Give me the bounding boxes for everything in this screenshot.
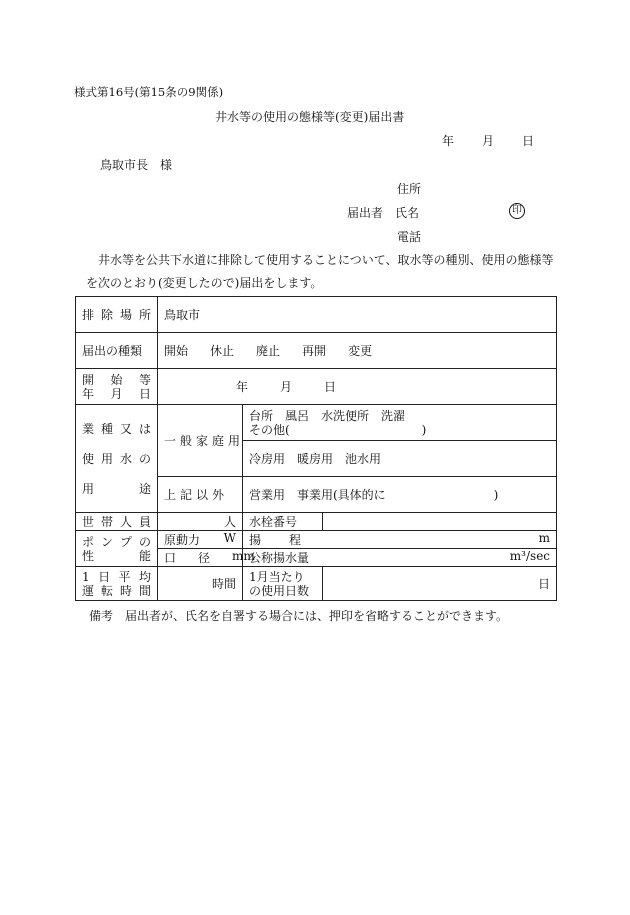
daily-hours-label-line1: 1 日 平 均	[82, 569, 151, 584]
motive-power-field[interactable]	[158, 531, 243, 549]
table-row	[76, 531, 557, 549]
daily-hours-label	[76, 567, 158, 601]
diameter-label: 口径	[164, 551, 233, 565]
usage-label	[76, 405, 158, 513]
usage-label-line3: 用 途	[82, 481, 151, 496]
remarks-note: 備考 届出者が、氏名を自署する場合には、押印を省略することができます。	[89, 609, 509, 623]
table-row	[76, 297, 557, 333]
motive-power-unit: W	[223, 531, 236, 545]
daily-hours-label-line2: 運 転 時 間	[82, 583, 151, 598]
hydrant-number-value[interactable]	[323, 513, 557, 531]
start-date-label	[76, 369, 158, 405]
rated-flow-field[interactable]	[243, 549, 557, 567]
start-date-label-line2: 年 月 日	[82, 386, 151, 401]
submission-date	[442, 132, 534, 149]
rated-flow-unit: m³/sec	[509, 549, 551, 563]
diameter-field[interactable]	[158, 549, 255, 567]
year-label: 年	[442, 134, 455, 148]
notice-type-options[interactable]	[158, 333, 557, 369]
other-use-label: 上記以外	[158, 477, 243, 513]
start-date-value[interactable]	[158, 369, 557, 405]
rated-flow-label: 公称揚水量	[249, 551, 310, 565]
lift-unit: m	[538, 531, 551, 545]
monthly-days-label-line2: の使用日数	[249, 583, 310, 598]
household-use-cooling[interactable]: 冷房用 暖房用 池水用	[243, 441, 557, 477]
option-suspend[interactable]: 休止	[210, 344, 235, 358]
monthly-days-label-line1: 1月当たり	[249, 569, 305, 584]
notice-type-label: 届出の種類	[76, 333, 158, 369]
household-use-line1: 台所 風呂 水洗便所 洗濯	[249, 408, 406, 423]
table-row	[76, 405, 557, 441]
body-text-line1: 井水等を公共下水道に排除して使用することについて、取水等の種別、使用の態様等	[98, 253, 554, 267]
table-row	[76, 369, 557, 405]
usage-label-line1: 業 種 又 は	[82, 421, 151, 436]
household-count-value[interactable]: 人	[158, 513, 243, 531]
start-year-label: 年	[236, 380, 249, 394]
start-month-label: 月	[280, 380, 293, 394]
pump-label-line2: 性 能	[82, 548, 151, 563]
discharge-place-value[interactable]: 鳥取市	[158, 297, 557, 333]
table-row	[76, 513, 557, 531]
lift-label: 揚程	[249, 533, 330, 547]
body-text-line2: を次のとおり(変更したので)届出をします。	[86, 276, 323, 290]
table-row	[76, 333, 557, 369]
hydrant-number-label: 水栓番号	[243, 513, 323, 531]
household-use-line2[interactable]: その他( )	[249, 422, 427, 437]
month-label: 月	[482, 134, 495, 148]
pump-performance-label	[76, 531, 158, 567]
table-row	[76, 567, 557, 601]
monthly-days-value[interactable]: 日	[323, 567, 557, 601]
notification-table	[75, 296, 557, 601]
diameter-unit: mm	[232, 549, 255, 563]
household-use-options[interactable]	[243, 405, 557, 441]
seal-mark: 印	[509, 203, 525, 219]
daily-hours-value[interactable]: 時間	[158, 567, 243, 601]
usage-label-line2: 使 用 水 の	[82, 451, 151, 466]
option-change[interactable]: 変更	[348, 344, 373, 358]
motive-power-label: 原動力	[164, 533, 201, 547]
document-title: 井水等の使用の態様等(変更)届出書	[215, 110, 405, 124]
other-use-value[interactable]: 営業用 事業用(具体的に )	[243, 477, 557, 513]
discharge-place-label: 排 除 場 所	[76, 297, 158, 333]
start-date-label-line1: 開 始 等	[82, 372, 151, 387]
option-start[interactable]: 開始	[164, 344, 189, 358]
form-number: 様式第16号(第15条の9関係)	[74, 85, 224, 99]
monthly-days-label	[243, 567, 323, 601]
pump-label-line1: ポ ン プ の	[82, 534, 151, 549]
household-use-label: 一般家庭用	[158, 405, 243, 477]
phone-label: 電話	[397, 230, 422, 244]
lift-field[interactable]	[243, 531, 557, 549]
option-resume[interactable]: 再開	[302, 344, 327, 358]
addressee: 鳥取市長 様	[100, 158, 173, 172]
submitter-name-label: 届出者 氏名	[347, 206, 420, 220]
start-day-label: 日	[324, 380, 337, 394]
option-abolish[interactable]: 廃止	[256, 344, 281, 358]
household-count-label: 世 帯 人 員	[76, 513, 158, 531]
address-label: 住所	[397, 182, 422, 196]
day-label: 日	[522, 134, 535, 148]
